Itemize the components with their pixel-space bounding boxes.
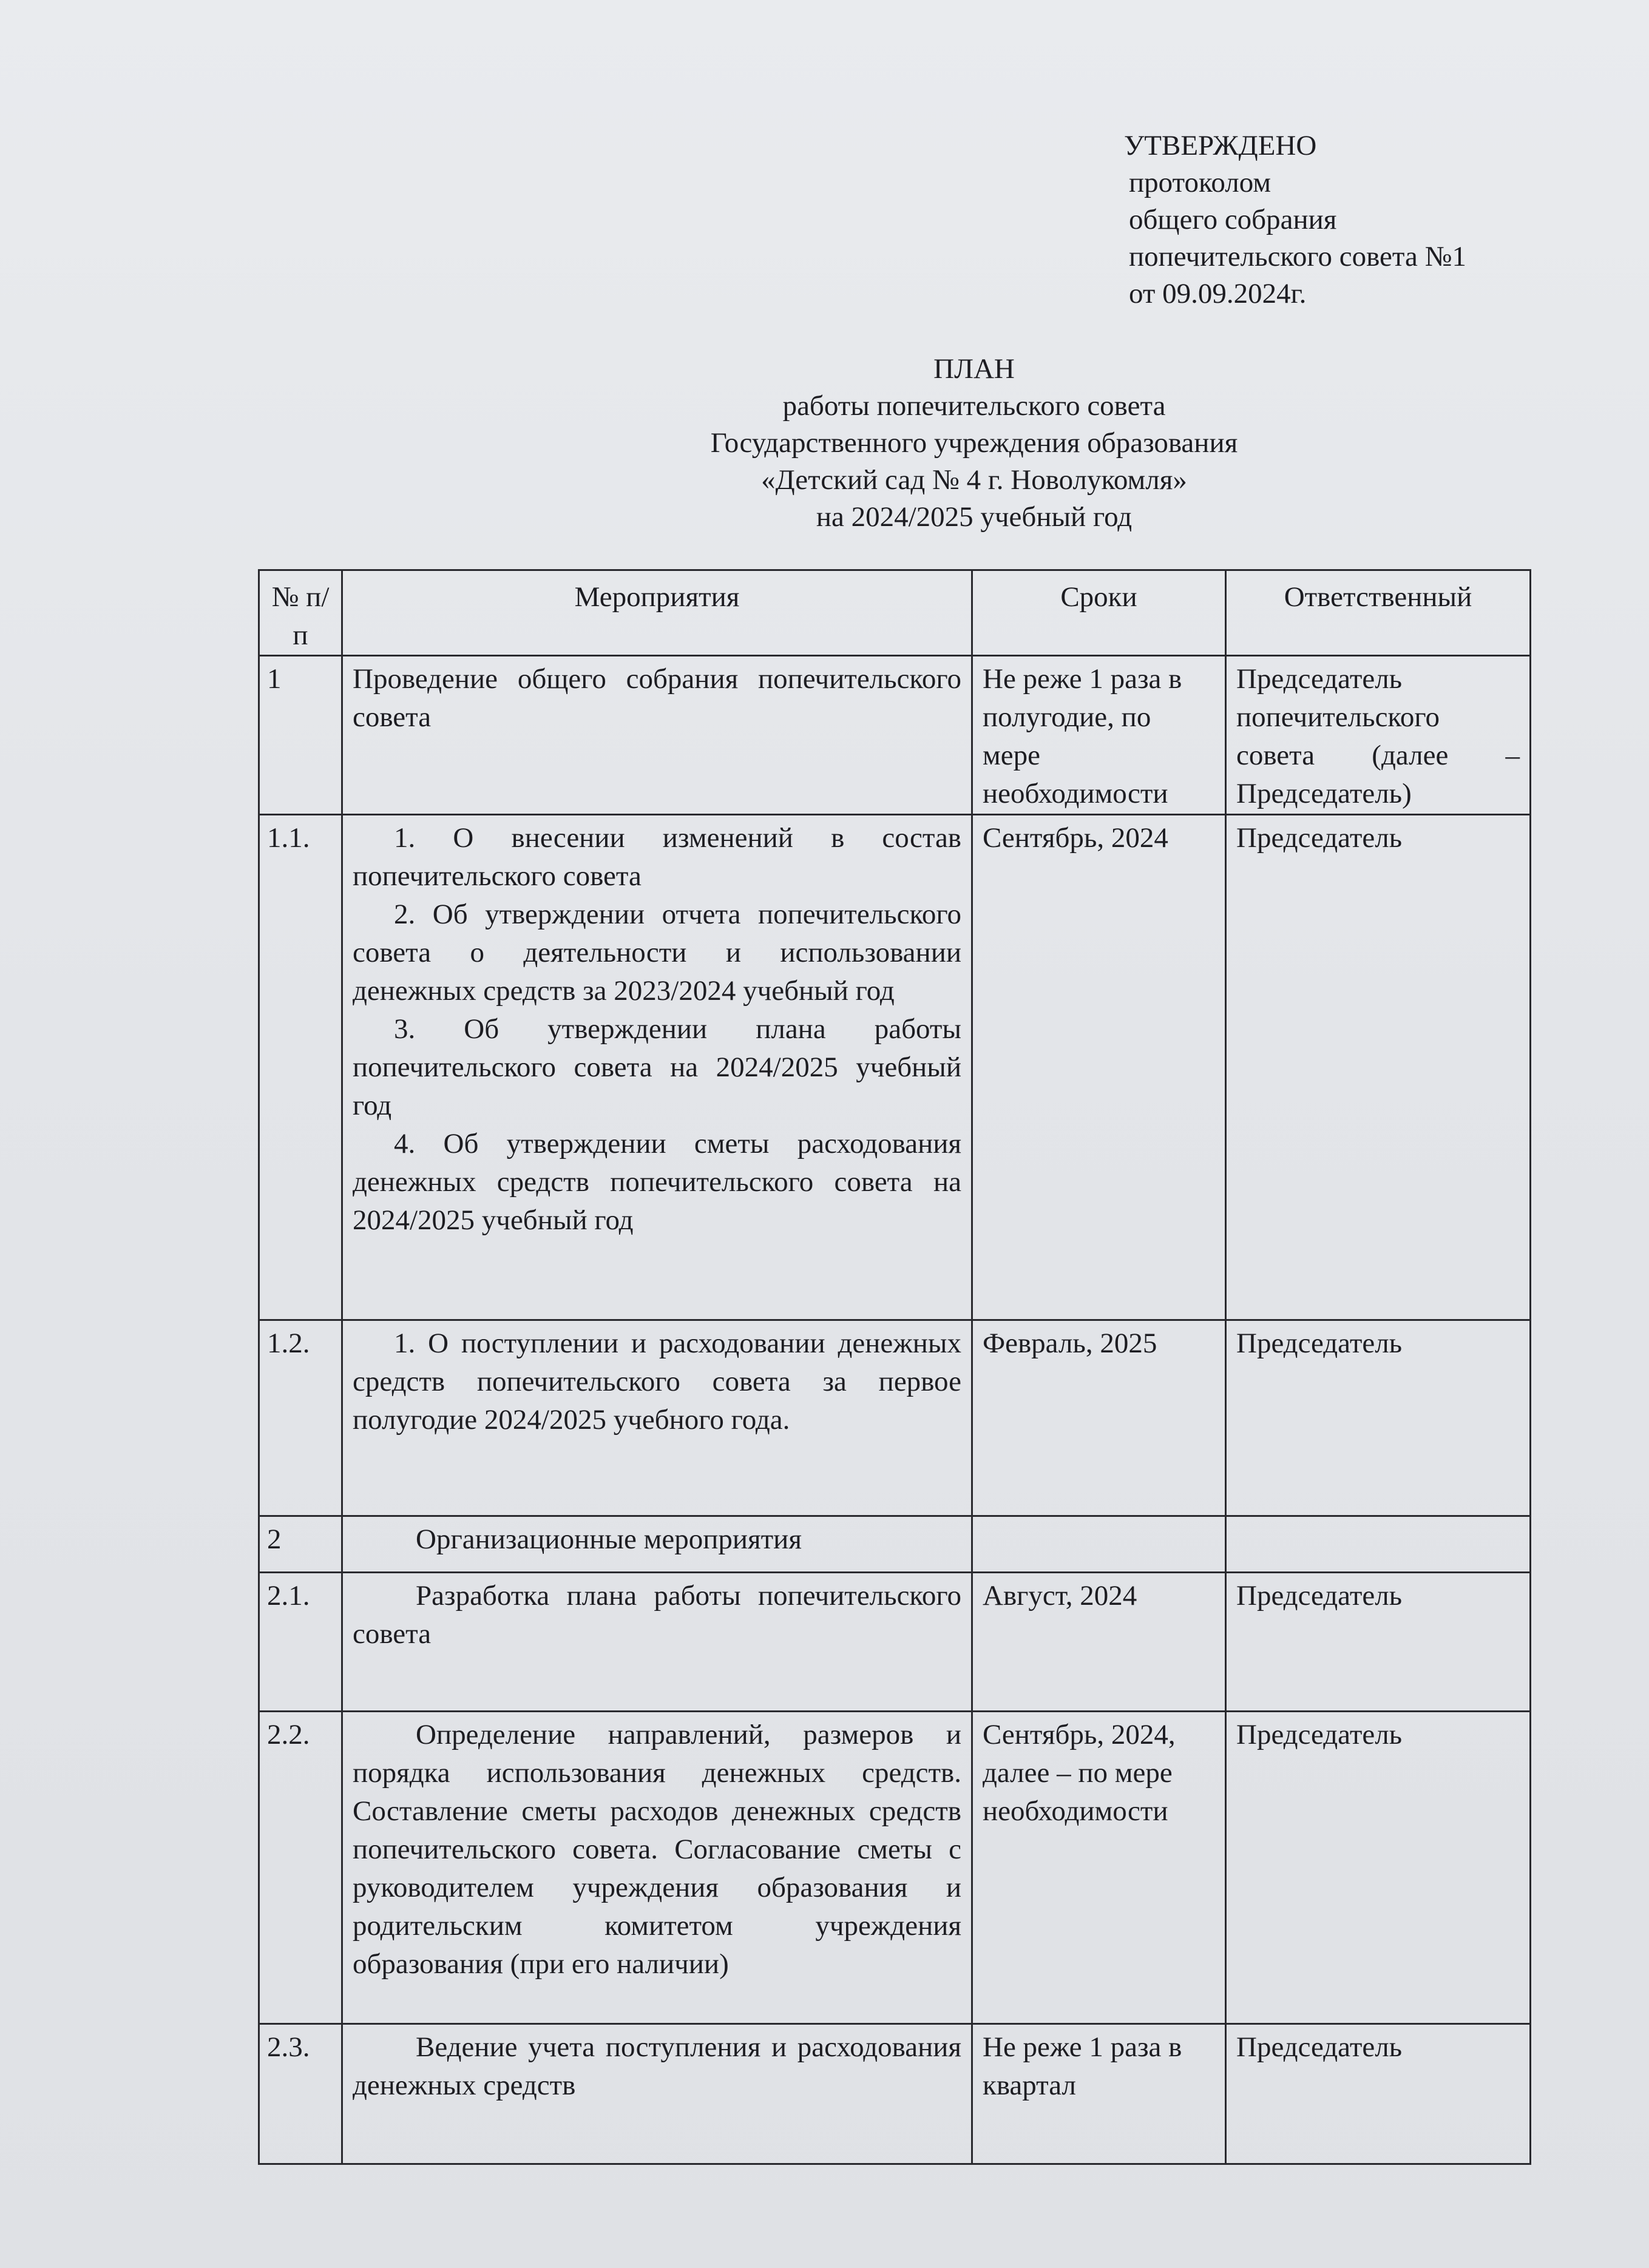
row-num: 2.3.	[259, 2024, 342, 2164]
table-row	[259, 1573, 1531, 1712]
row-deadline: Не реже 1 раза в квартал	[972, 2024, 1226, 2164]
row-deadline: Февраль, 2025	[972, 1320, 1226, 1516]
agenda-item: 1. О внесении изменений в состав попечительского совета	[353, 822, 961, 892]
table-row	[259, 1712, 1531, 2024]
agenda-item: 4. Об утверждении сметы расходования денежных средств попечительского совета на 2024/2025 учебный год	[353, 1128, 961, 1236]
row-agenda	[342, 815, 972, 1320]
activity-text: Разработка плана работы попечительского совета	[353, 1580, 961, 1650]
row-num: 2	[259, 1516, 342, 1573]
agenda-item: 2. Об утверждении отчета попечительского совета о деятельности и использовании денежных средств за 2023/2024 учебный год	[353, 899, 961, 1007]
approval-line: протоколом	[1129, 167, 1271, 198]
row-deadline: Сентябрь, 2024, далее – по мере необходимости	[972, 1712, 1226, 2024]
document-title: ПЛАН	[933, 353, 1015, 385]
table-row	[259, 2024, 1531, 2164]
row-deadline: Сентябрь, 2024	[972, 815, 1226, 1320]
approval-line: попечительского совета №1	[1129, 241, 1466, 272]
row-num: 1.2.	[259, 1320, 342, 1516]
row-responsible: Председатель	[1226, 1573, 1531, 1712]
agenda-item: 1. О поступлении и расходовании денежных средств попечительского совета за первое полугодие 2024/2025 учебного года.	[353, 1328, 961, 1436]
activity-text: Определение направлений, размеров и порядка использования денежных средств. Составление сметы расходов денежных средств попечительского совета. Согласование сметы с руководителем учреждения образования и родительским комитетом учреждения образования (при его наличии)	[353, 1719, 961, 1980]
row-agenda	[342, 1320, 972, 1516]
header-deadline: Сроки	[972, 570, 1226, 656]
document-heading	[0, 351, 1649, 536]
row-num: 2.1.	[259, 1573, 342, 1712]
row-responsible: Председатель	[1226, 1712, 1531, 2024]
approval-line: общего собрания	[1129, 204, 1337, 235]
row-activity	[342, 1573, 972, 1712]
row-activity	[342, 1712, 972, 2024]
table-header-row	[259, 570, 1531, 656]
document-subtitle: на 2024/2025 учебный год	[816, 501, 1133, 533]
header-num: № п/п	[259, 570, 342, 656]
row-responsible: Председатель	[1226, 1320, 1531, 1516]
row-activity: Проведение общего собрания попечительского совета	[342, 656, 972, 815]
approval-title: УТВЕРЖДЕНО	[1124, 130, 1317, 161]
row-num: 1	[259, 656, 342, 815]
row-activity	[342, 2024, 972, 2164]
table-row	[259, 656, 1531, 815]
row-deadline: Не реже 1 раза в полугодие, по мере необходимости	[972, 656, 1226, 815]
row-responsible	[1226, 1516, 1531, 1573]
document-subtitle: «Детский сад № 4 г. Новолукомля»	[761, 464, 1187, 496]
agenda-item: 3. Об утверждении плана работы попечительского совета на 2024/2025 учебный год	[353, 1013, 961, 1121]
row-num: 1.1.	[259, 815, 342, 1320]
section-title: Организационные мероприятия	[416, 1524, 802, 1555]
approval-stamp	[1124, 127, 1466, 312]
approval-date: от 09.09.2024г.	[1129, 278, 1307, 309]
document-subtitle: работы попечительского совета	[782, 390, 1166, 422]
row-activity	[342, 1516, 972, 1573]
row-responsible: Председатель	[1226, 2024, 1531, 2164]
activity-text: Ведение учета поступления и расходования денежных средств	[353, 2031, 961, 2101]
row-responsible: Председатель попечительского совета (далее – Председатель)	[1226, 656, 1531, 815]
header-activity: Мероприятия	[342, 570, 972, 656]
row-responsible: Председатель	[1226, 815, 1531, 1320]
table-row	[259, 1320, 1531, 1516]
row-deadline: Август, 2024	[972, 1573, 1226, 1712]
document-subtitle: Государственного учреждения образования	[710, 427, 1238, 459]
row-deadline	[972, 1516, 1226, 1573]
table-row	[259, 1516, 1531, 1573]
plan-table	[258, 569, 1531, 2165]
table-row	[259, 815, 1531, 1320]
header-responsible: Ответственный	[1226, 570, 1531, 656]
row-num: 2.2.	[259, 1712, 342, 2024]
